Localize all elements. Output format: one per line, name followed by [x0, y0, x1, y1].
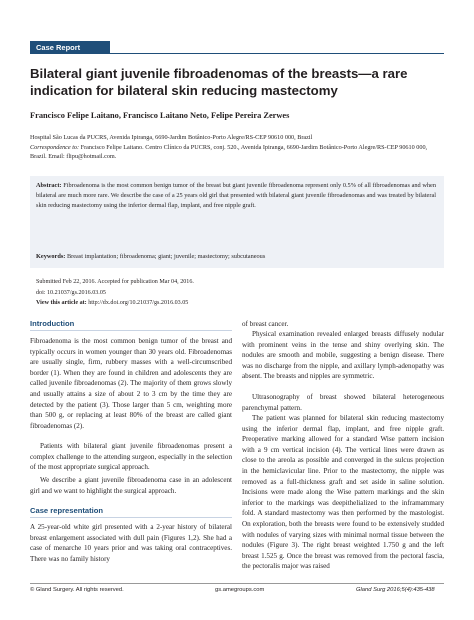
affiliation-block	[30, 133, 444, 162]
right-paragraph-3: The patient was planned for bilateral skin reducing mastectomy using the inferior dermal flap, implant, and free nipple graft. Preoperative marking allowed for a standard Wise pattern incision with a 9 cm vertical incision (4). The vertical lines were drawn as close to the areola as possible and converged in the sulcus projection in the hemiclavicular line. Prior to the mastectomy, the nipple was removed as a full-thickness graft and set aside in saline solution. Incisions were made along the Wise pattern markings and the skin inferior to the markings was deepithelialized to the inframammary fold. A standard mastectomy was then performed by the mastologist. On exploration, both the breasts were found to be extensively studded with nodules of varying sizes with minimal normal tissue between the nodules (Figure 3). The right breast weighted 1.750 g and the left breast 1.525 g. Once the breast was removed from the pectoral fascia, the pectoralis major was raised	[242, 414, 444, 571]
view-label: View this article at:	[36, 300, 87, 306]
author-list: Francisco Felipe Laitano, Francisco Laitano Neto, Felipe Pereira Zerwes	[30, 111, 290, 120]
correspondence-text: Francisco Felipe Laitano. Centro Clínico da PUCRS, conj. 520., Avenida Ipiranga, 6690-Jardim Botânico-Porto Alegre/RS-CEP 90610 000, Brazil. Email: flipu@hotmail.com.	[30, 143, 428, 161]
intro-paragraph-3: We describe a giant juvenile fibroadenoma case in an adolescent girl and we want to highlight the surgical approach.	[30, 476, 232, 495]
keywords	[36, 252, 436, 262]
top-margin	[0, 0, 474, 42]
affiliation: Hospital São Lucas da PUCRS, Avenida Ipiranga, 6690-Jardim Botânico-Porto Alegre/RS-CEP 90610 000, Brazil	[30, 134, 313, 141]
footer-copyright: © Gland Surgery. All rights reserved.	[30, 587, 124, 593]
publication-info	[36, 277, 436, 309]
article-link[interactable]: http://dx.doi.org/10.21037/gs.2016.03.05	[88, 300, 189, 306]
intro-rule	[30, 330, 232, 331]
abstract-body: Fibroadenoma is the most common benign tumor of the breast but giant juvenile fibroadenoma represent only 0.5% of all fibroadenomas and when bilateral are much more rare. We describe the case of a 25 years old girl that presented with bilateral giant juvenile fibroadenomas and was treated by bilateral skin reducing mastectomy using the inferior dermal flap, implant, and free nipple graft.	[36, 182, 436, 209]
submission-dates: Submitted Feb 22, 2016. Accepted for publication Mar 04, 2016.	[36, 279, 194, 285]
view-article-line	[36, 298, 436, 309]
case-rule	[30, 517, 232, 518]
right-paragraph-2: Ultrasonography of breast showed bilateral heterogeneous parenchymal pattern.	[242, 393, 444, 412]
article-title: Bilateral giant juvenile fibroadenomas of the breasts—a rare indication for bilateral skin reducing mastectomy	[30, 66, 408, 98]
keywords-list: Breast implantation; fibroadenoma; giant; juvenile; mastectomy; subcutaneous	[66, 253, 266, 260]
intro-paragraph-1: Fibroadenoma is the most common benign tumor of the breast and typically occurs in women younger than 30 years old. Fibroadenomas are usually single, firm, rubbery masses with a well-circumscribed border (1). When they are found in children and adolescents they are called juvenile fibroadenomas (2). The majority of them grows slowly and usually attains a size of about 2 to 3 cm by the time they are detected by the patient (3). Those larger than 5 cm, weighting more than 500 g, or replacing at least 80% of the breast are called giant fibroadenomas (2).	[30, 337, 232, 430]
correspondence	[30, 143, 444, 162]
footer-citation: Gland Surg 2016;5(4):435-438	[356, 587, 435, 593]
keywords-label: Keywords:	[36, 253, 66, 260]
footer-rule	[30, 583, 444, 584]
right-paragraph-1: Physical examination revealed enlarged breasts diffusely nodular with prominent veins in the tense and shiny overlying skin. The nodules are smooth and mobile, suggesting a benign disease. There was no discharge from the nipple, and axillary lymph-adenopathy was absent. The breasts and nipples are symmetric.	[242, 330, 444, 381]
intro-paragraph-2: Patients with bilateral giant juvenile fibroadenomas present a complex challenge to the attending surgeon, especially in the selection of the most appropriate surgical approach.	[30, 442, 232, 472]
header-rule	[30, 53, 444, 54]
footer-site[interactable]: gs.amegroups.com	[215, 587, 265, 593]
doi: doi: 10.21037/gs.2016.03.05	[36, 289, 106, 296]
article-type-badge: Case Report	[30, 41, 110, 54]
right-paragraph-0: of breast cancer.	[242, 320, 289, 328]
correspondence-label: Correspondence to:	[30, 143, 80, 151]
abstract-label: Abstract:	[36, 182, 62, 189]
case-paragraph-1: A 25-year-old white girl presented with a 2-year history of bilateral breast enlargement associated with dull pain (Figures 1,2). She had a case of menarche 10 years prior and was taking oral contraceptives. There was no family history	[30, 523, 232, 563]
case-heading: Case representation	[30, 506, 104, 515]
intro-heading: Introduction	[30, 319, 75, 328]
abstract	[36, 181, 436, 211]
